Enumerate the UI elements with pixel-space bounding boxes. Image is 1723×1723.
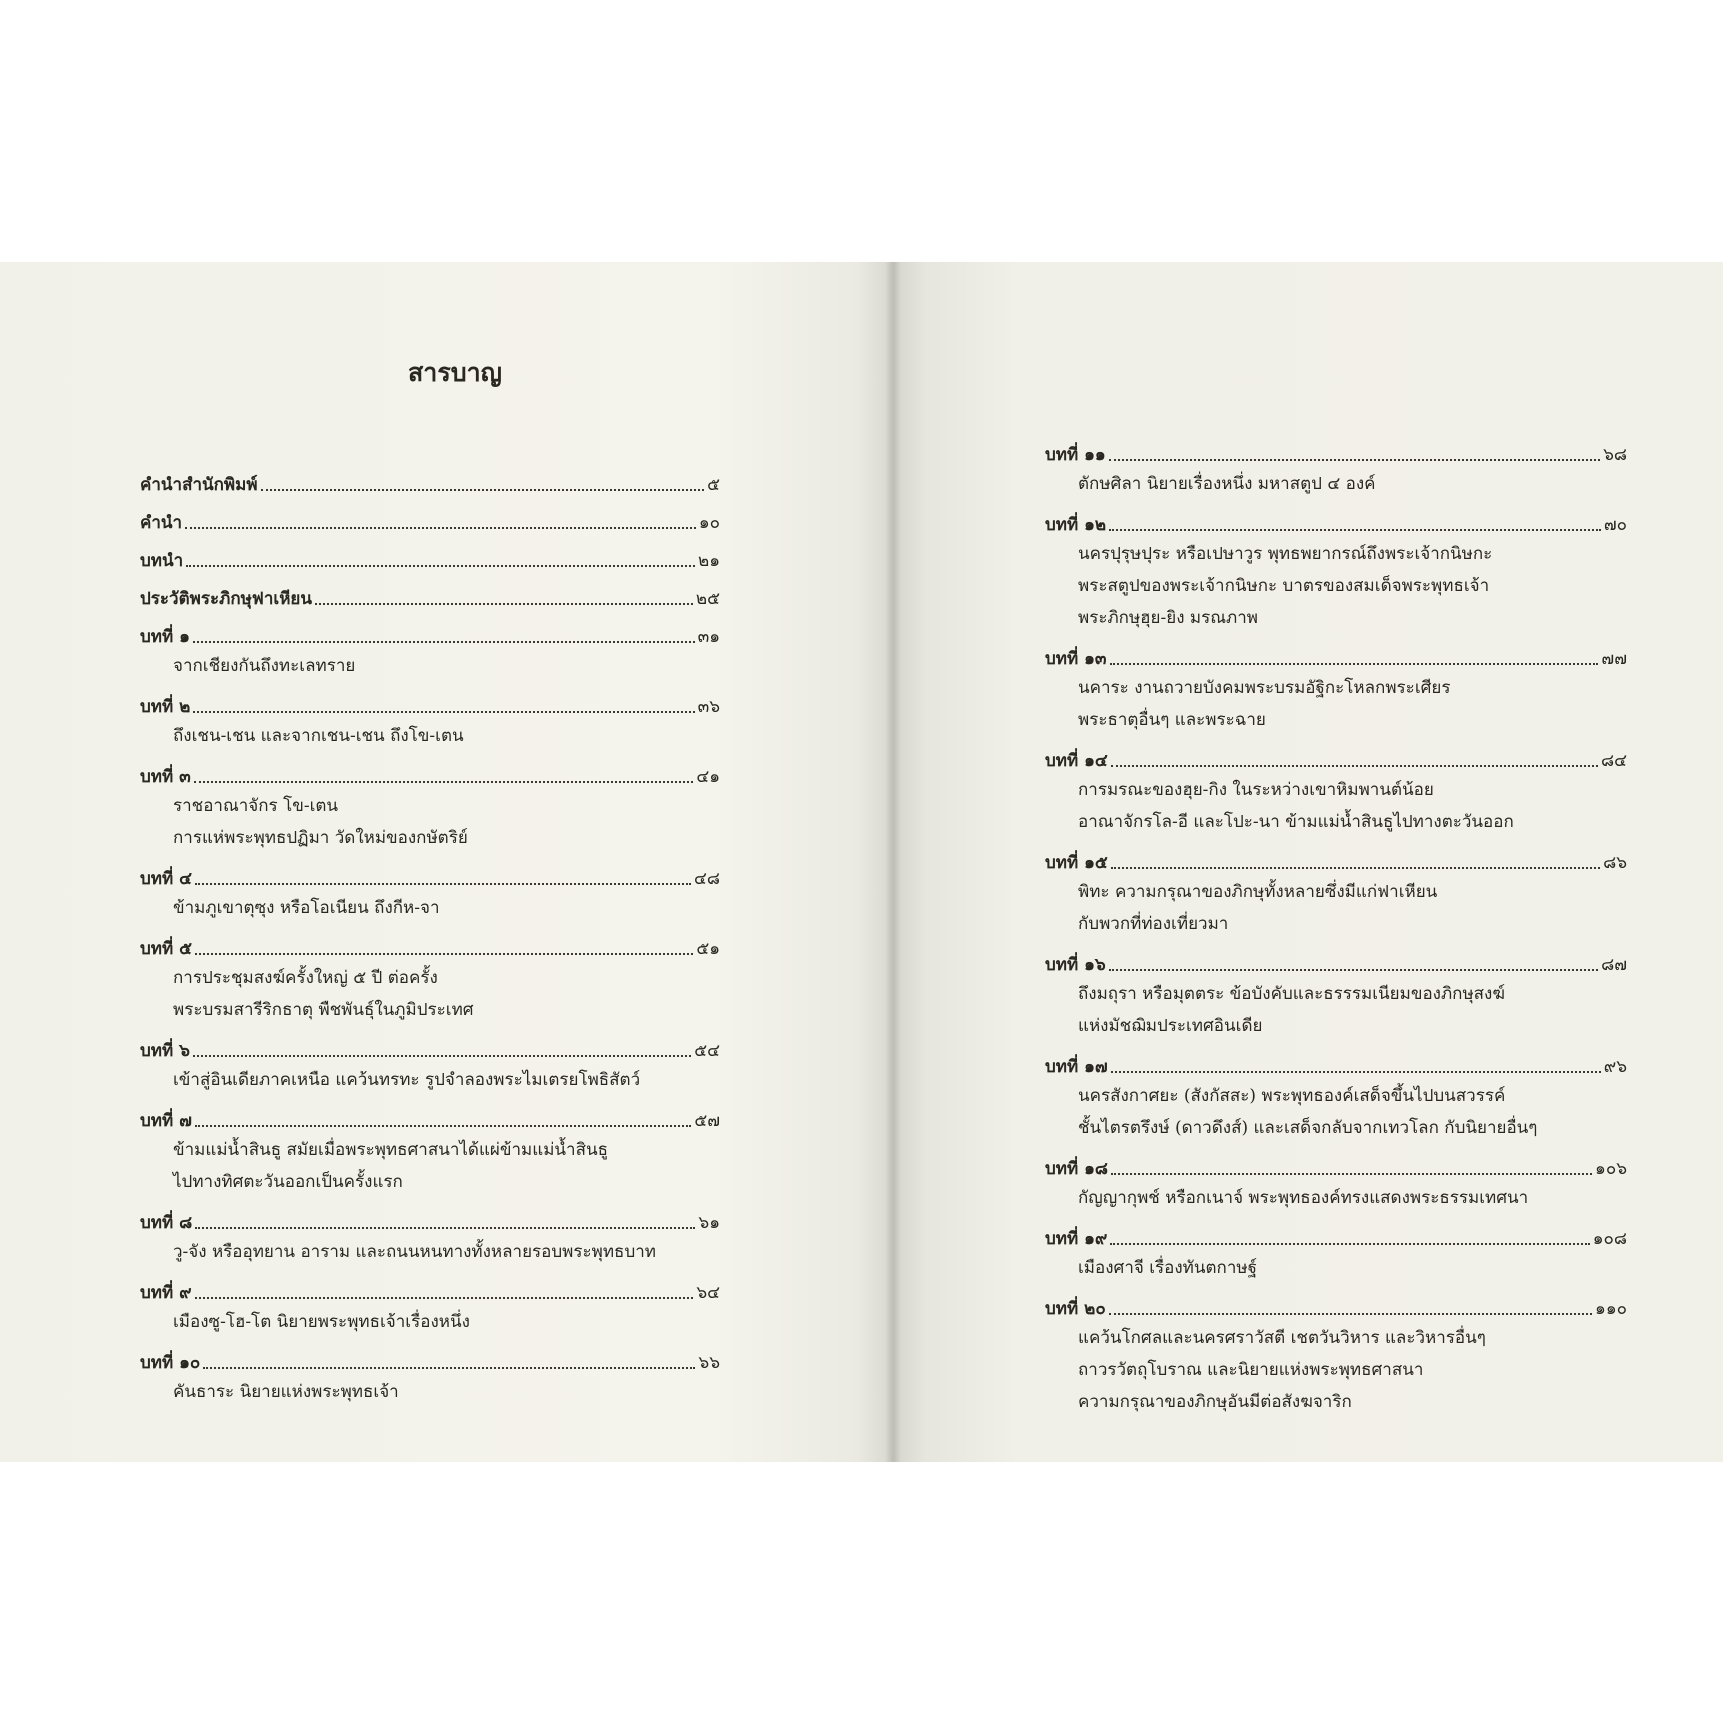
toc-entry-subtitle: เข้าสู่อินเดียภาคเหนือ แคว้นทรทะ รูปจำลองพระไมเตรยโพธิสัตว์ — [173, 1070, 641, 1090]
toc-entry-subtitle: คันธาระ นิยายแห่งพระพุทธเจ้า — [173, 1382, 399, 1402]
toc-entry — [140, 574, 720, 612]
toc-entry-page: ๗๗ — [1601, 649, 1627, 669]
dot-leader — [195, 953, 693, 955]
toc-entry-page: ๕๑ — [696, 939, 720, 959]
book-gutter — [885, 262, 901, 1462]
toc-entry-subtitle: กับพวกที่ท่องเที่ยวมา — [1078, 914, 1229, 934]
toc-entry-page: ๒๕ — [695, 589, 720, 609]
toc-entry-label: บทที่ ๑๖ — [1045, 955, 1106, 975]
dot-leader — [193, 711, 694, 713]
toc-entry-subtitle: เมืองศาจี เรื่องทันตกาษฐ์ — [1078, 1258, 1257, 1278]
toc-entry-label: คำนำ — [140, 513, 183, 533]
toc-entry-page: ๖๖ — [698, 1353, 720, 1373]
dot-leader — [194, 781, 694, 783]
toc-entry-label: บทที่ ๒๐ — [1045, 1299, 1106, 1319]
toc-entry-label: บทที่ ๓ — [140, 767, 191, 787]
toc-entry — [140, 1338, 720, 1376]
toc-right-column — [1045, 430, 1627, 1418]
dot-leader — [1111, 1071, 1601, 1073]
toc-entry-subtitle: ตักษศิลา นิยายเรื่องหนึ่ง มหาสตูป ๔ องค์ — [1078, 474, 1376, 494]
toc-entry-subtitle: อาณาจักรโล-อี และโปะ-นา ข้ามแม่น้ำสินธูไปทางตะวันออก — [1078, 812, 1514, 832]
dot-leader — [315, 603, 693, 605]
dot-leader — [1109, 969, 1598, 971]
toc-entry-page: ๓๖ — [697, 697, 720, 717]
toc-entry-label: บทที่ ๕ — [140, 939, 192, 959]
toc-entry-label: บทที่ ๑๒ — [1045, 515, 1107, 535]
toc-entry-subtitle: พระบรมสารีริกธาตุ พืชพันธุ์ในภูมิประเทศ — [173, 1000, 474, 1020]
toc-entry — [140, 460, 720, 498]
toc-entry-page: ๖๑ — [698, 1213, 720, 1233]
toc-entry-page: ๑๐ — [698, 513, 720, 533]
toc-entry — [1045, 500, 1627, 538]
toc-entry-label: บทที่ ๑ — [140, 627, 190, 647]
toc-entry-label: ประวัติพระภิกษุฟาเหียน — [140, 589, 312, 609]
toc-entry-page: ๘๔ — [1601, 751, 1627, 771]
dot-leader — [1111, 765, 1598, 767]
toc-entry-subtitle: ไปทางทิศตะวันออกเป็นครั้งแรก — [173, 1172, 403, 1192]
toc-entry — [140, 498, 720, 536]
toc-entry-subtitle: กัญญากุพช์ หรือกเนาจ์ พระพุทธองค์ทรงแสดงพระธรรมเทศนา — [1078, 1188, 1529, 1208]
toc-entry-page: ๕ — [707, 475, 720, 495]
toc-entry — [1045, 1144, 1627, 1182]
toc-entry — [1045, 1042, 1627, 1080]
dot-leader — [185, 527, 696, 529]
toc-entry — [140, 1198, 720, 1236]
toc-entry — [140, 612, 720, 650]
toc-entry-subtitle: พระธาตุอื่นๆ และพระฉาย — [1078, 710, 1266, 730]
toc-entry-subtitle: แคว้นโกศลและนครศราวัสตี เชตวันวิหาร และวิหารอื่นๆ — [1078, 1328, 1486, 1348]
toc-entry-subtitle: นครสังกาศยะ (สังกัสสะ) พระพุทธองค์เสด็จขึ้นไปบนสวรรค์ — [1078, 1086, 1506, 1106]
dot-leader — [1109, 529, 1601, 531]
toc-entry — [140, 536, 720, 574]
toc-entry-page: ๑๐๖ — [1595, 1159, 1627, 1179]
toc-entry-subtitle: ข้ามแม่น้ำสินธู สมัยเมื่อพระพุทธศาสนาได้แผ่ข้ามแม่น้ำสินธู — [173, 1140, 608, 1160]
toc-entry-label: บทที่ ๑๗ — [1045, 1057, 1108, 1077]
toc-entry-label: บทที่ ๑๓ — [1045, 649, 1107, 669]
dot-leader — [1110, 1243, 1589, 1245]
toc-entry-subtitle: พระภิกษุฮุย-ยิง มรณภาพ — [1078, 608, 1258, 628]
toc-entry — [140, 1268, 720, 1306]
toc-entry-label: บทที่ ๑๑ — [1045, 445, 1106, 465]
toc-entry-label: บทนำ — [140, 551, 184, 571]
toc-entry-subtitle: ถึงมถุรา หรือมุตตระ ข้อบังคับและธรรรมเนียมของภิกษุสงฆ์ — [1078, 984, 1505, 1004]
dot-leader — [1110, 663, 1599, 665]
toc-entry-label: คำนำสำนักพิมพ์ — [140, 475, 258, 495]
toc-entry-page: ๓๑ — [697, 627, 720, 647]
toc-entry-subtitle: พระสตูปของพระเจ้ากนิษกะ บาตรของสมเด็จพระพุทธเจ้า — [1078, 576, 1490, 596]
toc-entry-subtitle: นคาระ งานถวายบังคมพระบรมอัฐิกะโหลกพระเศียร — [1078, 678, 1451, 698]
toc-entry-label: บทที่ ๘ — [140, 1213, 193, 1233]
toc-entry-page: ๗๐ — [1603, 515, 1627, 535]
toc-entry-subtitle: พิทะ ความกรุณาของภิกษุทั้งหลายซึ่งมีแก่ฟาเหียน — [1078, 882, 1438, 902]
toc-title: สารบาญ — [408, 358, 502, 387]
dot-leader — [1111, 867, 1600, 869]
dot-leader — [203, 1367, 695, 1369]
toc-entry-label: บทที่ ๔ — [140, 869, 192, 889]
dot-leader — [195, 1297, 694, 1299]
toc-entry — [1045, 1214, 1627, 1252]
toc-entry — [140, 924, 720, 962]
toc-entry-subtitle: วู-จัง หรืออุทยาน อาราม และถนนหนทางทั้งหลายรอบพระพุทธบาท — [173, 1242, 656, 1262]
toc-entry — [1045, 1284, 1627, 1322]
dot-leader — [186, 565, 695, 567]
toc-entry-subtitle: ถาวรวัตถุโบราณ และนิยายแห่งพระพุทธศาสนา — [1078, 1360, 1424, 1380]
toc-entry-subtitle: การประชุมสงฆ์ครั้งใหญ่ ๕ ปี ต่อครั้ง — [173, 968, 438, 988]
dot-leader — [193, 641, 695, 643]
toc-entry — [140, 854, 720, 892]
toc-entry-label: บทที่ ๖ — [140, 1041, 190, 1061]
toc-entry-label: บทที่ ๒ — [140, 697, 191, 717]
toc-entry-subtitle: การมรณะของฮุย-กิง ในระหว่างเขาหิมพานต์น้อย — [1078, 780, 1434, 800]
toc-entry-page: ๘๗ — [1601, 955, 1627, 975]
dot-leader — [261, 489, 705, 491]
toc-entry-subtitle: เมืองซู-โฮ-โต นิยายพระพุทธเจ้าเรื่องหนึ่ง — [173, 1312, 470, 1332]
toc-entry-page: ๑๑๐ — [1595, 1299, 1627, 1319]
toc-entry-page: ๔๑ — [696, 767, 720, 787]
dot-leader — [1109, 459, 1600, 461]
toc-entry-page: ๒๑ — [698, 551, 720, 571]
toc-entry-subtitle: การแห่พระพุทธปฏิมา วัดใหม่ของกษัตริย์ — [173, 828, 468, 848]
toc-entry-subtitle: จากเชียงกันถึงทะเลทราย — [173, 656, 356, 676]
toc-entry-page: ๕๔ — [694, 1041, 720, 1061]
toc-entry-subtitle: ราชอาณาจักร โข-เตน — [173, 796, 339, 816]
toc-entry-page: ๙๖ — [1603, 1057, 1627, 1077]
toc-entry — [1045, 940, 1627, 978]
toc-entry-subtitle: แห่งมัชฌิมประเทศอินเดีย — [1078, 1016, 1263, 1036]
toc-entry — [140, 1026, 720, 1064]
toc-entry-label: บทที่ ๑๙ — [1045, 1229, 1108, 1249]
toc-entry-label: บทที่ ๑๐ — [140, 1353, 201, 1373]
toc-entry-page: ๑๐๘ — [1592, 1229, 1627, 1249]
dot-leader — [195, 1125, 691, 1127]
toc-entry-subtitle: ความกรุณาของภิกษุอันมีต่อสังฆจาริก — [1078, 1392, 1352, 1412]
toc-entry — [1045, 430, 1627, 468]
toc-entry-subtitle: ถึงเชน-เชน และจากเชน-เชน ถึงโข-เตน — [173, 726, 464, 746]
toc-entry-label: บทที่ ๙ — [140, 1283, 192, 1303]
toc-entry-page: ๘๖ — [1603, 853, 1627, 873]
dot-leader — [1109, 1313, 1592, 1315]
toc-entry-subtitle: ชั้นไตรตรึงษ์ (ดาวดึงส์) และเสด็จกลับจากเทวโลก กับนิยายอื่นๆ — [1078, 1118, 1538, 1138]
toc-left-column — [140, 460, 720, 1408]
toc-entry-label: บทที่ ๑๘ — [1045, 1159, 1109, 1179]
toc-entry-page: ๖๘ — [1603, 445, 1627, 465]
dot-leader — [195, 1227, 695, 1229]
dot-leader — [193, 1055, 691, 1057]
toc-entry-label: บทที่ ๑๕ — [1045, 853, 1108, 873]
toc-entry-label: บทที่ ๗ — [140, 1111, 192, 1131]
toc-entry — [140, 1096, 720, 1134]
toc-entry-label: บทที่ ๑๔ — [1045, 751, 1108, 771]
toc-entry — [140, 752, 720, 790]
dot-leader — [1111, 1173, 1592, 1175]
toc-entry-subtitle: ข้ามภูเขาตุซุง หรือโอเนียน ถึงกีห-จา — [173, 898, 440, 918]
toc-entry — [1045, 736, 1627, 774]
toc-entry — [1045, 634, 1627, 672]
toc-entry-page: ๖๔ — [696, 1283, 720, 1303]
toc-entry — [140, 682, 720, 720]
toc-entry — [1045, 838, 1627, 876]
toc-entry-subtitle: นครปุรุษปุระ หรือเปษาวูร พุทธพยากรณ์ถึงพระเจ้ากนิษกะ — [1078, 544, 1493, 564]
toc-entry-page: ๔๘ — [694, 869, 720, 889]
toc-entry-page: ๕๗ — [694, 1111, 720, 1131]
dot-leader — [195, 883, 691, 885]
